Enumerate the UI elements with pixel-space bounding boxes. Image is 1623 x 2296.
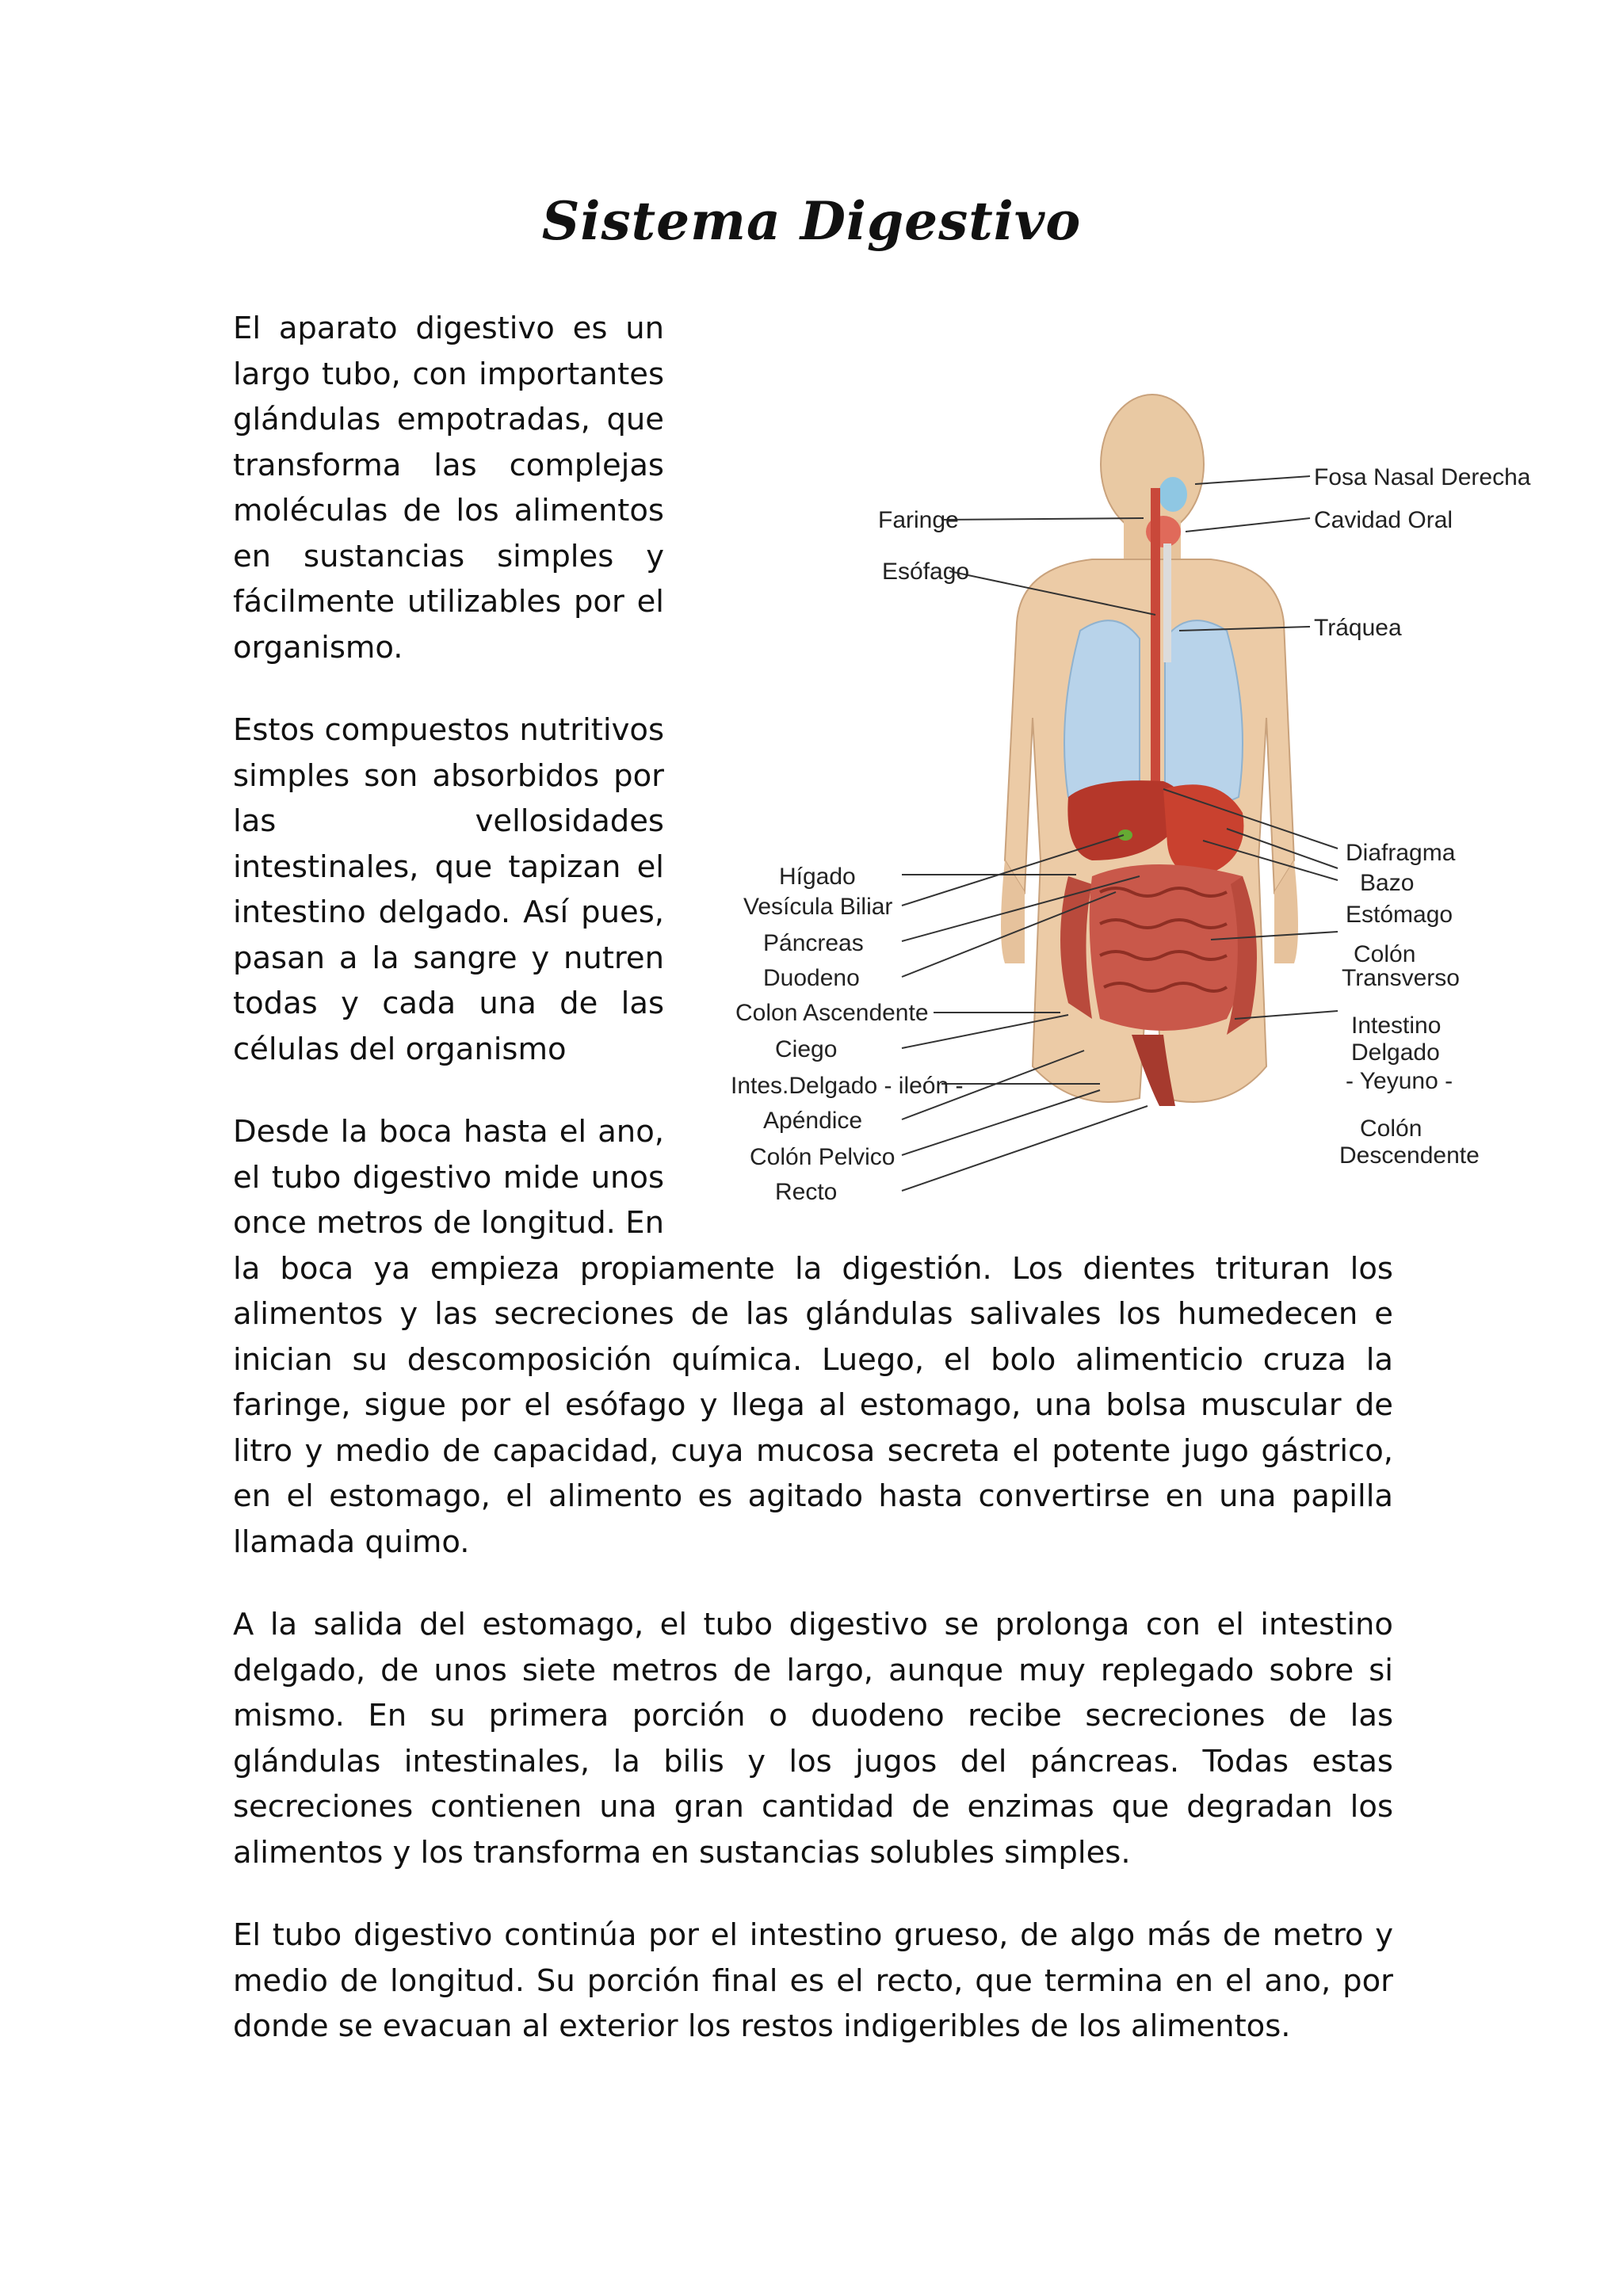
label-traquea: Tráquea [1314,615,1402,641]
label-diafragma: Diafragma [1346,840,1456,866]
digestive-system-figure [720,306,1531,1241]
paragraph-5: El tubo digestivo continúa por el intestino grueso, de algo más de metro y medio de longitud. Su porción final es el recto, que termina en el ano, por donde se evacuan al exterior los restos indigeribles de los alimentos. [233,1917,1393,2044]
label-pancreas: Páncreas [763,930,864,956]
label-recto: Recto [775,1179,838,1205]
document-body [233,306,1531,2087]
label-ileon: Intes.Delgado - ileón - [731,1073,964,1099]
label-colon-descendente-2: Descendente [1339,1142,1480,1169]
label-fosa-nasal: Fosa Nasal Derecha [1314,464,1531,490]
paragraph-4: A la salida del estomago, el tubo digestivo se prolonga con el intestino delgado, de unos siete metros de largo, aunque muy replegado sobre si mismo. En su primera porción o duodeno recibe secreciones de las glándulas intestinales, la bilis y los jugos del páncreas. Todas estas secreciones contienen una gran cantidad de enzimas que degradan los alimentos y los transforma en sustancias solubles simples. [233,1607,1393,1871]
paragraph-2: Estos compuestos nutritivos simples son absorbidos por las vellosidades intestinales, que tapizan el intestino delgado. Así pues, pasan a la sangre y nutren todas y cada una de las células del organismo [233,712,664,1067]
label-colon-pelvico: Colón Pelvico [750,1144,896,1170]
label-cavidad-oral: Cavidad Oral [1314,507,1453,533]
anatomy-illustration [720,306,1531,1241]
label-apendice: Apéndice [763,1108,863,1134]
label-colon-transverso-2: Transverso [1342,965,1460,991]
label-intestino-delgado-2: Delgado [1351,1039,1440,1066]
page-title: Sistema Digestivo [541,190,1082,252]
label-faringe: Faringe [878,507,959,533]
label-intestino-delgado-3: - Yeyuno - [1346,1068,1453,1094]
label-colon-transverso-1: Colón [1354,941,1416,967]
label-colon-descendente-1: Colón [1360,1116,1423,1142]
label-duodeno: Duodeno [763,965,860,991]
label-higado: Hígado [779,864,856,890]
label-colon-ascendente: Colon Ascendente [735,1000,929,1026]
paragraph-1: El aparato digestivo es un largo tubo, con importantes glándulas empotradas, que transforma las complejas moléculas de los alimentos en sustancias simples y fácilmente utilizables por el organismo. [233,311,664,666]
label-ciego: Ciego [775,1036,838,1062]
label-bazo: Bazo [1360,870,1415,896]
label-estomago: Estómago [1346,902,1453,928]
label-esofago: Esófago [882,559,970,585]
label-vesicula: Vesícula Biliar [743,894,893,920]
label-intestino-delgado-1: Intestino [1351,1013,1442,1039]
paragraph-3: Desde la boca hasta el ano, el tubo digestivo mide unos once metros de longitud. En la boca ya empieza propiamente la digestión. Los dientes trituran los alimentos y las secreciones de las glándulas salivales los humedecen e inician su descomposición química. Luego, el bolo alimenticio cruza la faringe, sigue por el esófago y llega al estomago, una bolsa muscular de litro y medio de capacidad, cuya mucosa secreta el potente jugo gástrico, en el estomago, el alimento es agitado hasta convertirse en una papilla llamada quimo. [233,1114,1393,1560]
